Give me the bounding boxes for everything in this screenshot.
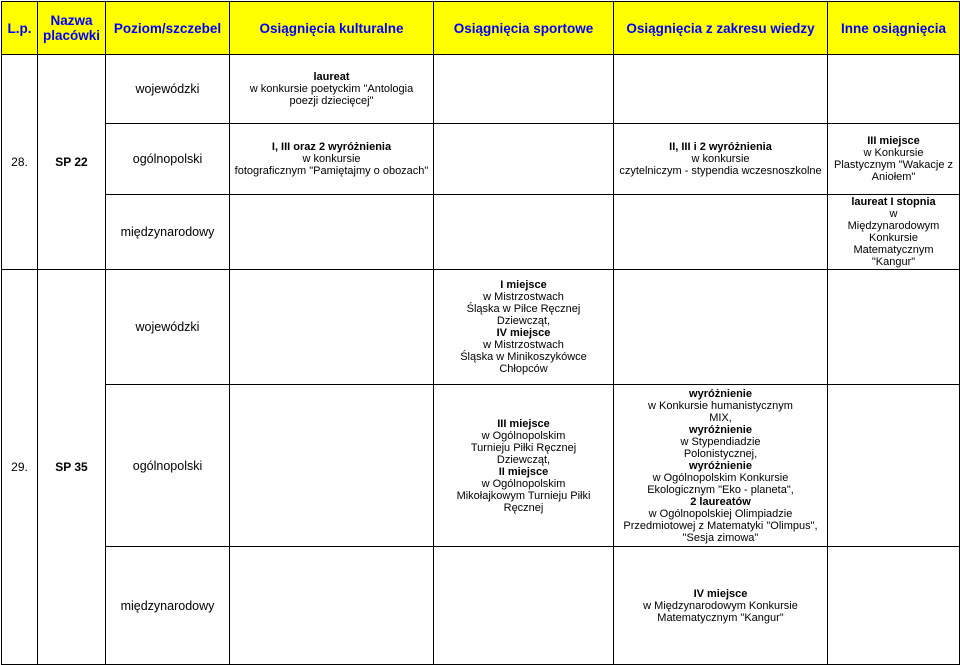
text-line: [233, 71, 430, 95]
sports-cell: [434, 547, 614, 665]
bold-fragment: wyróżnienie: [689, 387, 752, 400]
table-row: [2, 195, 960, 270]
text-line: [437, 466, 610, 490]
bold-fragment: laureat I stopnia: [851, 196, 936, 208]
text-fragment: w Ogólnopolskim: [481, 477, 566, 490]
text-line: [617, 532, 824, 544]
bold-fragment: IV miejsce: [496, 327, 551, 339]
bold-fragment: wyróżnienie: [689, 423, 752, 436]
header-knowledge: Osiągnięcia z zakresu wiedzy: [614, 2, 828, 55]
table-row: [2, 385, 960, 547]
cultural-cell: [230, 124, 434, 195]
text-fragment: w Międzynarodowym Konkursie: [643, 599, 798, 612]
table-row: [2, 55, 960, 124]
text-fragment: Polonistycznej,: [683, 447, 758, 460]
text-line: [437, 442, 610, 454]
level-cell: międzynarodowy: [106, 547, 230, 665]
text-fragment: w Ogólnopolskiej Olimpiadzie: [648, 507, 793, 520]
text-line: [233, 141, 430, 165]
text-line: [831, 135, 956, 159]
header-sports: Osiągnięcia sportowe: [434, 2, 614, 55]
cultural-cell: [230, 547, 434, 665]
sports-cell: [434, 124, 614, 195]
text-fragment: Dziewcząt,: [496, 315, 551, 327]
knowledge-cell: [614, 195, 828, 270]
text-line: [617, 448, 824, 460]
table-row: [2, 124, 960, 195]
level-cell: wojewódzki: [106, 55, 230, 124]
text-line: [617, 412, 824, 424]
cultural-cell: [230, 270, 434, 385]
lp-cell: 29.: [2, 270, 38, 665]
text-fragment: Chłopców: [499, 363, 548, 375]
text-line: [617, 484, 824, 496]
text-fragment: "Sesja zimowa": [682, 531, 759, 544]
other-cell: [828, 195, 960, 270]
level-cell: wojewódzki: [106, 270, 230, 385]
header-other: Inne osiągnięcia: [828, 2, 960, 55]
text-line: [617, 165, 824, 177]
other-cell: [828, 124, 960, 195]
text-fragment: czytelniczym - stypendia wczesnoszkolne: [619, 165, 822, 177]
text-fragment: w Konkursie humanistycznym: [648, 399, 793, 412]
bold-fragment: III miejsce: [867, 135, 920, 147]
text-line: [437, 502, 610, 514]
text-fragment: Dziewcząt,: [496, 453, 551, 466]
sports-cell: [434, 385, 614, 547]
text-line: [617, 460, 824, 484]
text-line: [233, 95, 430, 107]
level-cell: ogólnopolski: [106, 385, 230, 547]
school-cell: SP 22: [38, 55, 106, 270]
text-fragment: w Ogólnopolskim Konkursie: [652, 471, 789, 484]
knowledge-cell: [614, 270, 828, 385]
school-cell: SP 35: [38, 270, 106, 665]
sports-cell: [434, 195, 614, 270]
other-cell: [828, 547, 960, 665]
text-line: [437, 279, 610, 303]
text-line: [437, 315, 610, 327]
text-fragment: w konkursie: [691, 153, 750, 165]
bold-fragment: III miejsce: [497, 417, 550, 430]
other-cell: [828, 270, 960, 385]
text-fragment: Śląska w Piłce Ręcznej: [466, 303, 581, 315]
text-line: [437, 363, 610, 375]
text-fragment: Matematycznym "Kangur": [853, 244, 934, 268]
header-name: Nazwa placówki: [38, 2, 106, 55]
text-fragment: w konkursie poetyckim "Antologia: [249, 83, 414, 95]
text-fragment: Plastycznym "Wakacje z Aniołem": [833, 159, 954, 183]
other-cell: [828, 55, 960, 124]
text-fragment: w Ogólnopolskim: [481, 429, 566, 442]
knowledge-cell: [614, 385, 828, 547]
text-fragment: Matematycznym "Kangur": [657, 611, 784, 624]
table-row: [2, 547, 960, 665]
bold-fragment: 2 laureatów: [690, 495, 751, 508]
cultural-cell: [230, 195, 434, 270]
text-line: [617, 520, 824, 532]
text-line: [831, 159, 956, 183]
text-fragment: Śląska w Minikoszykówce: [460, 351, 587, 363]
bold-fragment: IV miejsce: [693, 587, 748, 600]
text-fragment: Ręcznej: [503, 501, 544, 514]
bold-fragment: I, III oraz 2 wyróżnienia: [271, 141, 392, 153]
text-fragment: w Mistrzostwach: [483, 291, 564, 303]
header-cultural: Osiągnięcia kulturalne: [230, 2, 434, 55]
bold-fragment: I miejsce: [500, 279, 547, 291]
bold-fragment: laureat: [313, 71, 350, 83]
bold-fragment: wyróżnienie: [689, 459, 752, 472]
text-fragment: w Konkursie: [863, 147, 924, 159]
text-fragment: Mikołajkowym Turnieju Piłki: [456, 489, 591, 502]
text-fragment: Przedmiotowej z Matematyki "Olimpus",: [623, 519, 818, 532]
text-fragment: Ekologicznym "Eko - planeta",: [647, 483, 794, 496]
text-fragment: w konkursie: [302, 153, 361, 165]
text-line: [617, 424, 824, 448]
text-line: [617, 388, 824, 412]
sports-cell: [434, 55, 614, 124]
cultural-cell: [230, 385, 434, 547]
sports-cell: [434, 270, 614, 385]
header-lp: L.p.: [2, 2, 38, 55]
achievements-table: [1, 1, 960, 665]
text-line: [437, 418, 610, 442]
text-line: [617, 496, 824, 520]
text-fragment: Międzynarodowym Konkursie: [847, 220, 940, 244]
other-cell: [828, 385, 960, 547]
table-row: [2, 270, 960, 385]
text-line: [617, 612, 824, 624]
text-fragment: poezji dziecięcej": [289, 95, 374, 107]
lp-cell: 28.: [2, 55, 38, 270]
bold-fragment: II miejsce: [498, 465, 549, 478]
level-cell: międzynarodowy: [106, 195, 230, 270]
text-line: [831, 244, 956, 268]
text-fragment: w Stypendiadzie: [680, 435, 761, 448]
level-cell: ogólnopolski: [106, 124, 230, 195]
knowledge-cell: [614, 547, 828, 665]
knowledge-cell: [614, 55, 828, 124]
header-level: Poziom/szczebel: [106, 2, 230, 55]
text-line: [617, 588, 824, 612]
header-row: [2, 2, 960, 55]
text-line: [437, 327, 610, 351]
text-fragment: fotograficznym "Pamiętajmy o obozach": [234, 165, 429, 177]
text-line: [831, 196, 956, 220]
text-line: [437, 351, 610, 363]
text-fragment: w: [889, 208, 898, 220]
text-fragment: w Mistrzostwach: [483, 339, 564, 351]
text-line: [831, 220, 956, 244]
text-line: [437, 303, 610, 315]
cultural-cell: [230, 55, 434, 124]
text-fragment: MIX,: [709, 411, 732, 424]
text-line: [437, 454, 610, 466]
text-line: [617, 141, 824, 165]
bold-fragment: II, III i 2 wyróżnienia: [669, 141, 772, 153]
text-line: [233, 165, 430, 177]
text-fragment: Turnieju Piłki Ręcznej: [470, 441, 577, 454]
knowledge-cell: [614, 124, 828, 195]
text-line: [437, 490, 610, 502]
